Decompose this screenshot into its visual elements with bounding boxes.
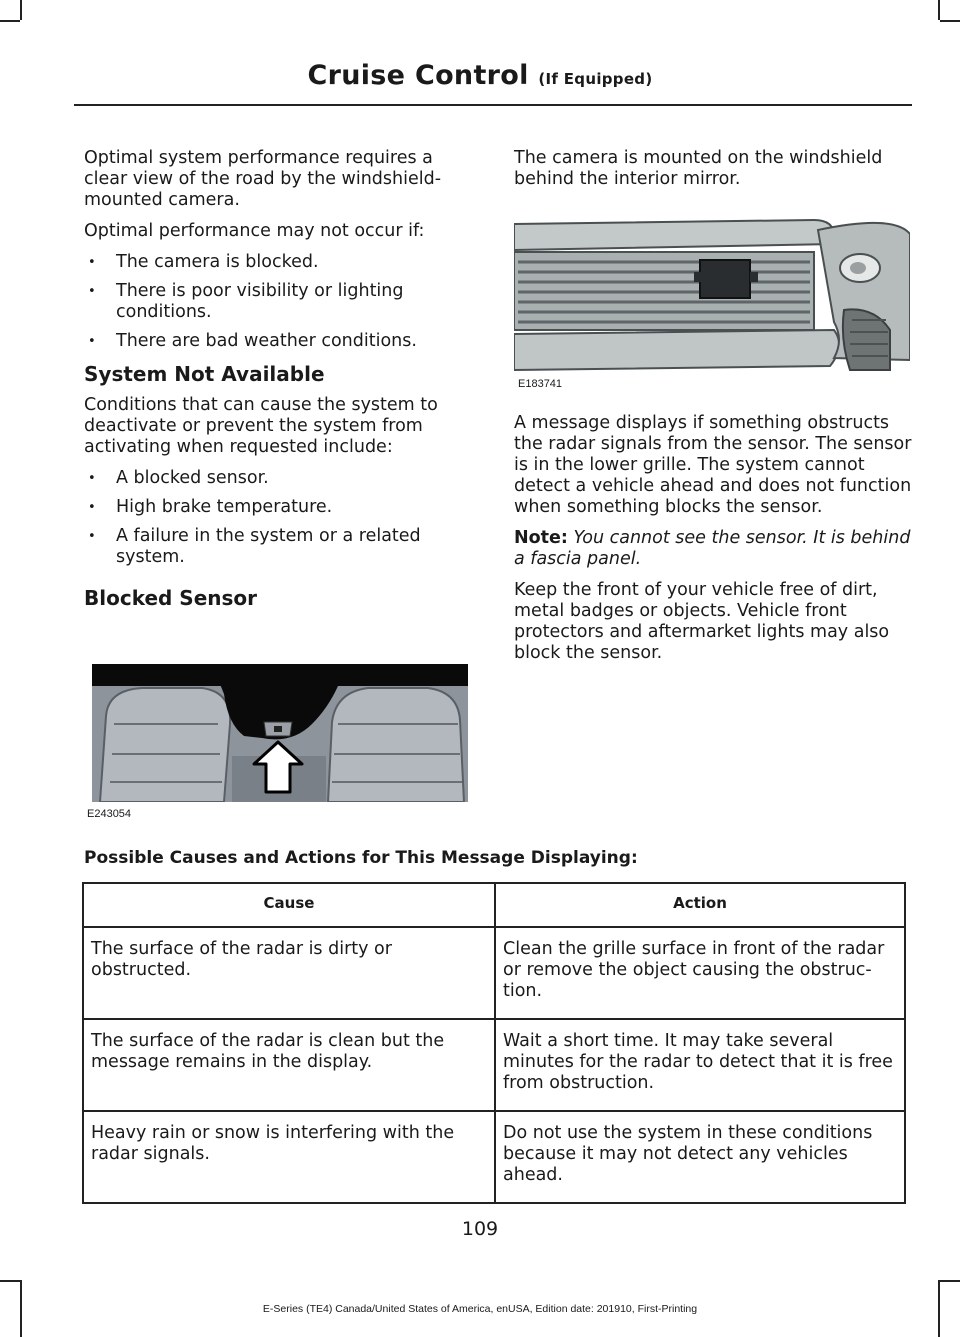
figure-label: E243054 xyxy=(87,808,132,820)
list-item: • There is poor visibility or lighting conditions. xyxy=(84,281,469,323)
lead-paragraph: Optimal performance may not occur if: xyxy=(84,221,425,241)
cause-cell: The surface of the radar is clean but the message remains in the display. xyxy=(83,1019,495,1111)
crop-mark xyxy=(0,1280,20,1282)
page-number: 109 xyxy=(461,1218,499,1240)
footer-text: E-Series (TE4) Canada/United States of America, enUSA, Edition date: 201910, First-Printing xyxy=(262,1303,698,1315)
camera-paragraph: The camera is mounted on the windshield behind the interior mirror. xyxy=(514,148,883,189)
table-row xyxy=(83,927,905,1019)
crop-mark xyxy=(938,0,940,20)
table-header-row xyxy=(83,883,905,927)
action-cell: Wait a short time. It may take several minutes for the radar to detect that it is free from obstruction. xyxy=(495,1019,905,1111)
header-divider xyxy=(74,104,912,106)
conditions-paragraph: Conditions that can cause the system to deactivate or prevent the system from activating when requested include: xyxy=(84,395,438,457)
right-column-top xyxy=(514,148,912,200)
list-item: • High brake temperature. xyxy=(84,497,469,518)
conditions-list xyxy=(84,468,469,568)
intro-paragraph: Optimal system performance requires a clear view of the road by the windshield-mounted camera. xyxy=(84,148,442,210)
cause-cell: Heavy rain or snow is interfering with the radar signals. xyxy=(83,1111,495,1203)
crop-mark xyxy=(940,1280,960,1282)
crop-mark xyxy=(0,20,20,22)
table-title: Possible Causes and Actions for This Message Displaying: xyxy=(84,848,638,868)
note-label: Note: xyxy=(514,528,568,548)
list-item: • A blocked sensor. xyxy=(84,468,469,489)
right-column-bottom xyxy=(514,413,912,674)
note-paragraph xyxy=(514,528,912,570)
grille-sensor-figure xyxy=(514,210,910,372)
list-item: • A failure in the system or a related system. xyxy=(84,526,469,568)
message-paragraph: A message displays if something obstructs the radar signals from the sensor. The sensor is in the lower grille. The system cannot detect a vehicle ahead and does not function when something blocks the sensor. xyxy=(514,413,912,517)
section-subtitle: (If Equipped) xyxy=(538,70,653,88)
note-text: You cannot see the sensor. It is behind a fascia panel. xyxy=(514,528,911,569)
action-cell: Clean the grille surface in front of the radar or remove the object causing the obstruc-tion. xyxy=(495,927,905,1019)
list-item: • The camera is blocked. xyxy=(84,252,469,273)
heading-blocked-sensor: Blocked Sensor xyxy=(84,586,258,610)
column-header-action: Action xyxy=(495,883,905,927)
crop-mark xyxy=(940,20,960,22)
column-header-cause: Cause xyxy=(83,883,495,927)
crop-mark xyxy=(20,0,22,20)
heading-system-not-available: System Not Available xyxy=(84,362,325,386)
interior-camera-figure xyxy=(92,664,468,802)
list-item: • There are bad weather conditions. xyxy=(84,331,469,352)
figure-label: E183741 xyxy=(518,378,563,390)
page-title xyxy=(0,60,960,91)
section-title: Cruise Control xyxy=(307,60,529,91)
table-row xyxy=(83,1019,905,1111)
causes-actions-table xyxy=(82,882,906,1204)
table-row xyxy=(83,1111,905,1203)
keep-clear-paragraph: Keep the front of your vehicle free of dirt, metal badges or objects. Vehicle front protectors and aftermarket lights may also block the sensor. xyxy=(514,580,890,663)
performance-list xyxy=(84,252,469,352)
cause-cell: The surface of the radar is dirty or obstructed. xyxy=(83,927,495,1019)
action-cell: Do not use the system in these conditions because it may not detect any vehicles ahead. xyxy=(495,1111,905,1203)
left-column xyxy=(84,148,469,619)
